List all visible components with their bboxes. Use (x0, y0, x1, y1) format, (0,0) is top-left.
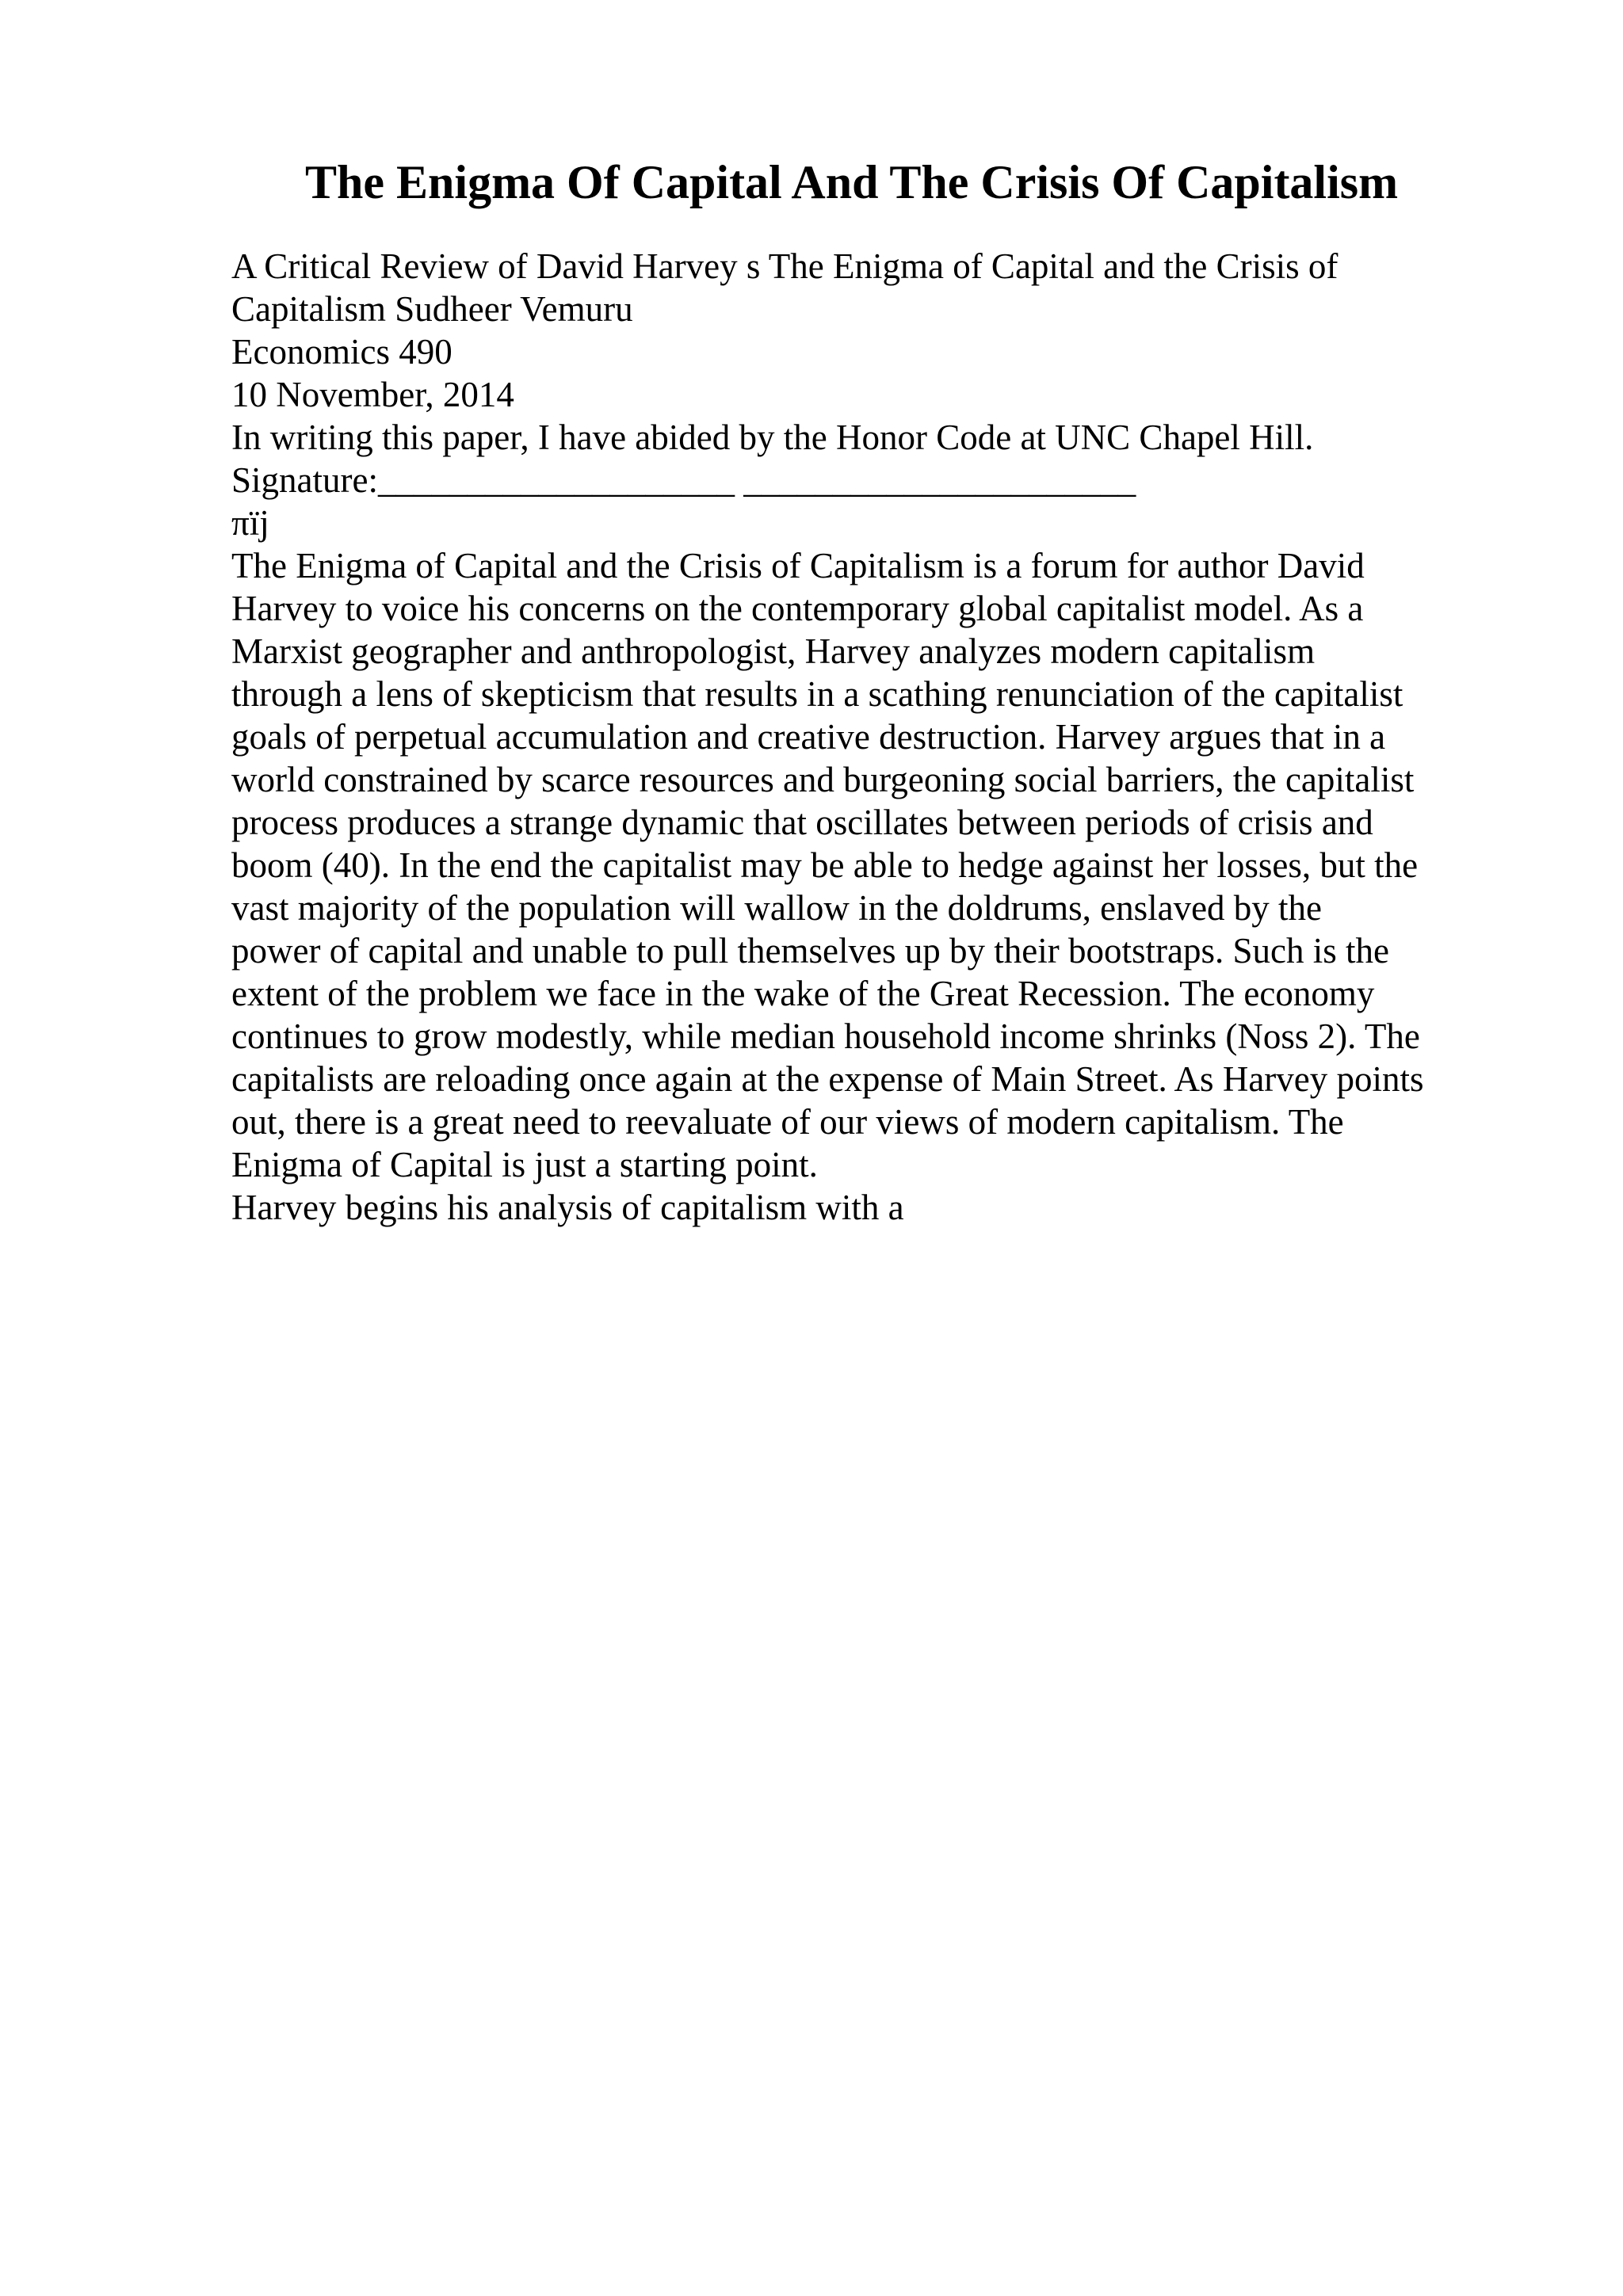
body-line: through a lens of skepticism that results in a scathing renunciation of the capitalist (231, 674, 1403, 714)
document-title: The Enigma Of Capital And The Crisis Of Capitalism (305, 156, 1399, 208)
body-line: process produces a strange dynamic that oscillates between periods of crisis and (231, 803, 1373, 842)
subtitle-line-2: Capitalism Sudheer Vemuru (231, 289, 633, 329)
body-line: power of capital and unable to pull themselves up by their bootstraps. Such is the (231, 931, 1389, 971)
body-paragraph-2 (231, 1186, 1499, 1229)
body-line: world constrained by scarce resources and burgeoning social barriers, the capitalist (231, 760, 1415, 799)
subtitle-line-1: A Critical Review of David Harvey s The Enigma of Capital and the Crisis of (231, 246, 1338, 286)
honor-code-line: In writing this paper, I have abided by the Honor Code at UNC Chapel Hill. (231, 418, 1314, 457)
body-line: capitalists are reloading once again at the expense of Main Street. As Harvey points (231, 1059, 1424, 1099)
signature-line: Signature:____________________ ______________________ (231, 460, 1136, 500)
body-line: boom (40). In the end the capitalist may be able to hedge against her losses, but the (231, 845, 1419, 885)
body-line: extent of the problem we face in the wake of the Great Recession. The economy (231, 974, 1375, 1013)
course-line: Economics 490 (231, 332, 453, 372)
body-line: goals of perpetual accumulation and creative destruction. Harvey argues that in a (231, 717, 1386, 757)
document-body (231, 245, 1499, 1229)
header-block (231, 245, 1499, 544)
body-line: The Enigma of Capital and the Crisis of Capitalism is a forum for author David (231, 546, 1365, 585)
date-line: 10 November, 2014 (231, 375, 514, 414)
body-paragraph-1 (231, 544, 1499, 1186)
body-line: out, there is a great need to reevaluate of our views of modern capitalism. The (231, 1102, 1344, 1142)
body-line: Enigma of Capital is just a starting point. (231, 1145, 818, 1184)
body-line-last: Harvey begins his analysis of capitalism with a (231, 1188, 904, 1227)
body-line: Harvey to voice his concerns on the contemporary global capitalist model. As a (231, 589, 1364, 628)
body-line: Marxist geographer and anthropologist, Harvey analyzes modern capitalism (231, 631, 1316, 671)
garbled-mark-line: πïj (231, 503, 269, 543)
body-line: vast majority of the population will wallow in the doldrums, enslaved by the (231, 888, 1323, 928)
body-line: continues to grow modestly, while median household income shrinks (Noss 2). The (231, 1016, 1420, 1056)
